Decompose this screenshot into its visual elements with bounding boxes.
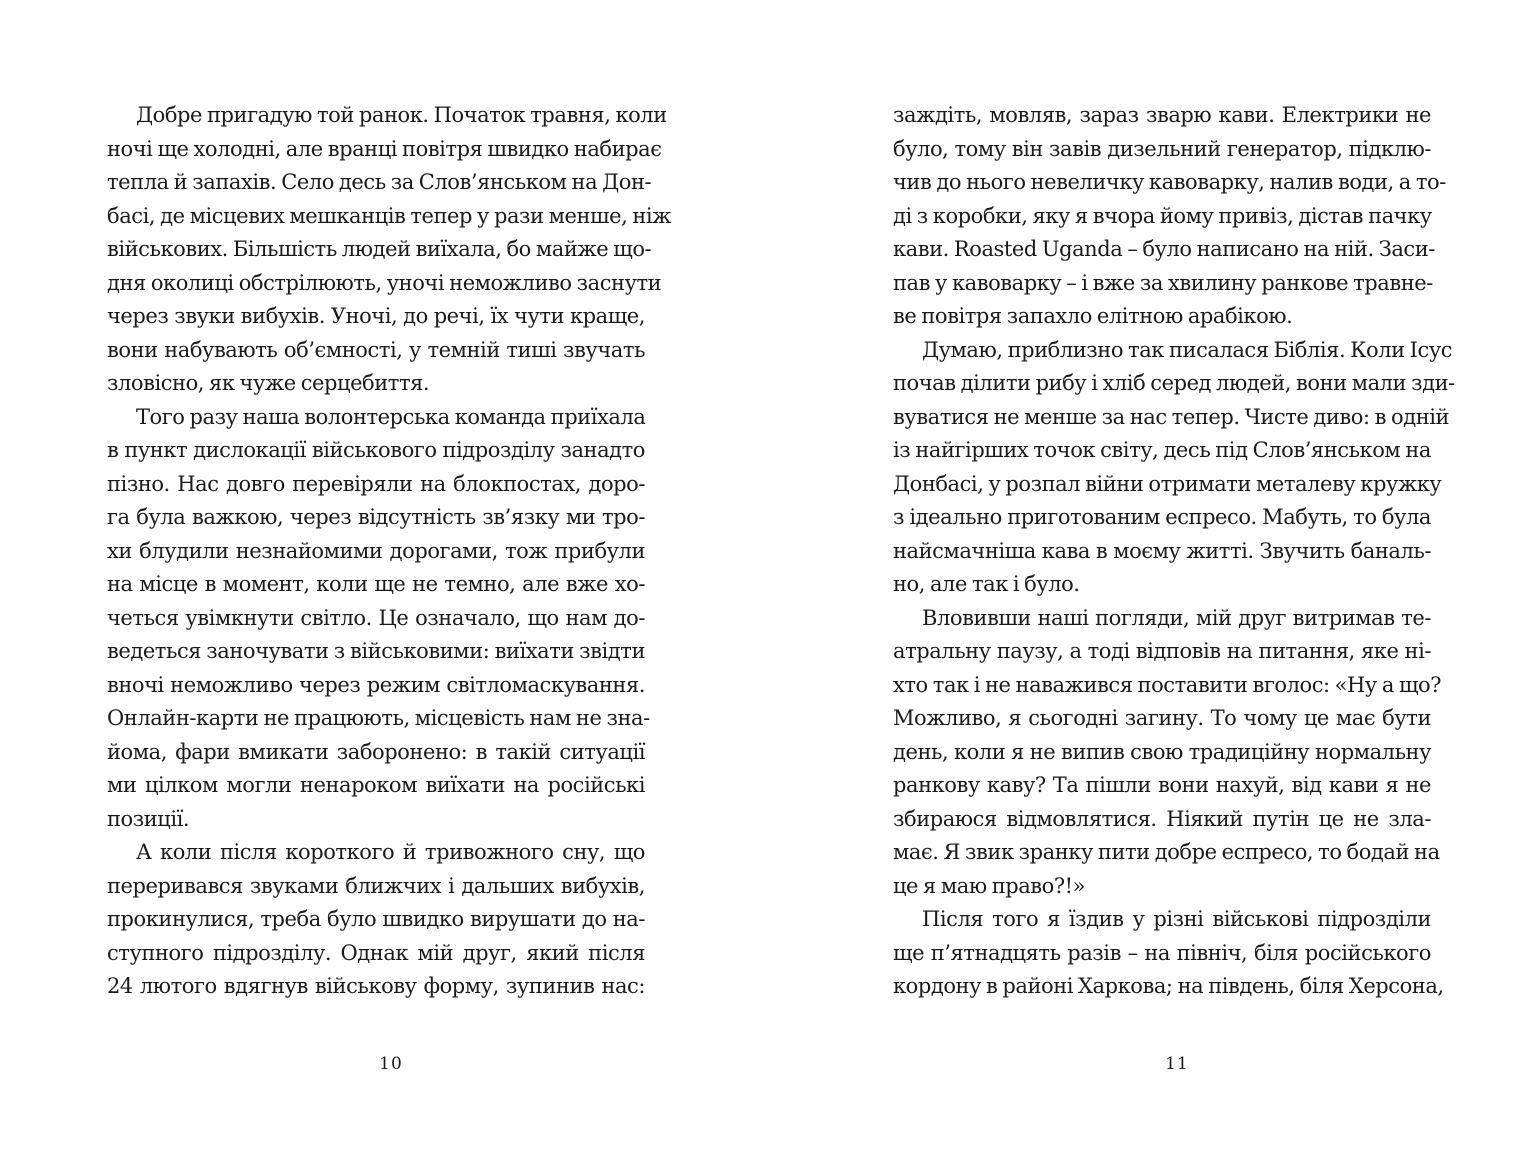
text-line: А коли після короткого й тривожного сну, що	[136, 840, 645, 864]
text-line: позиції.	[107, 806, 190, 831]
text-line: ступного підрозділу. Однак мій друг, який після	[107, 940, 645, 965]
text-line: вуватися не менше за нас тепер. Чисте диво: в одній	[893, 404, 1450, 429]
text-line: переривався звуками ближчих і дальших вибухів,	[107, 873, 645, 898]
text-line: заждіть, мовляв, зараз зварю кави. Електрики не	[893, 103, 1431, 127]
text-line: Донбасі, у розпал війни отримати металеву кружку	[893, 471, 1442, 496]
text-line: га була важкою, через відсутність зв’язку ми тро-	[107, 505, 645, 529]
text-line: хто так і не наважився поставити вголос: «Ну а що?	[893, 672, 1442, 697]
text-line: ді з коробки, яку я вчора йому привіз, дістав пачку	[893, 203, 1432, 228]
text-line: почав ділити рибу і хліб серед людей, вони мали зди-	[893, 371, 1455, 395]
text-line: хи блудили незнайомими дорогами, тож прибули	[107, 538, 645, 563]
text-line: Думаю, приблизно так писалася Біблія. Коли Ісус	[922, 337, 1453, 362]
text-line: найсмачніша кава в моєму житті. Звучить баналь-	[893, 538, 1431, 563]
text-line: кави. Roasted Uganda – було написано на ній. Заси-	[893, 237, 1435, 261]
text-line: через звуки вибухів. Уночі, до речі, їх чути краще,	[107, 304, 645, 328]
text-line: ночі ще холодні, але вранці повітря швидко набирає	[107, 136, 662, 161]
text-line: було, тому він завів дизельний генератор, підклю-	[893, 136, 1431, 161]
text-line: пізно. Нас довго перевіряли на блокпостах, доро-	[107, 471, 645, 496]
text-line: кордону в районі Харкова; на південь, біля Херсона,	[893, 974, 1444, 998]
right-page	[768, 0, 1536, 1152]
text-line: четься увімкнути світло. Це означало, що нам до-	[107, 605, 645, 630]
text-line: із найгірших точок світу, десь під Слов’янськом на	[893, 438, 1431, 462]
text-line: йома, фари вмикати заборонено: в такій ситуації	[107, 739, 645, 764]
text-line: но, але так і було.	[893, 572, 1080, 596]
text-line: пав у кавоварку – і вже за хвилину ранкове травне-	[893, 270, 1433, 295]
right-page-text	[893, 99, 1455, 1004]
text-line: день, коли я не випив свою традиційну нормальну	[893, 739, 1431, 764]
text-line: ще п’ятнадцять разів – на північ, біля російського	[893, 940, 1431, 965]
text-line: ве повітря запахло елітною арабікою.	[893, 304, 1293, 328]
text-line: збираюся відмовлятися. Ніякий путін це не зла-	[893, 806, 1431, 831]
text-line: з ідеально приготованим еспресо. Мабуть, то була	[893, 505, 1431, 529]
text-line: має. Я звик зранку пити добре еспресо, то бодай на	[893, 840, 1440, 864]
text-line: військових. Більшість людей виїхала, бо майже що-	[107, 237, 652, 261]
text-line: Того разу наша волонтерська команда приїхала	[136, 404, 646, 429]
text-line: в пункт дислокації військового підрозділу занадто	[107, 438, 645, 462]
text-line: на місце в момент, коли ще не темно, але вже хо-	[107, 572, 645, 596]
text-line: ранкову каву? Та пішли вони нахуй, від кави я не	[893, 773, 1431, 797]
text-line: ведеться заночувати з військовими: виїхати звідти	[107, 639, 645, 663]
text-line: Вловивши наші погляди, мій друг витримав те-	[922, 605, 1431, 630]
text-line: вони набувають об’ємності, у темній тиші звучать	[107, 337, 645, 362]
text-line: вночі неможливо через режим світломаскування.	[107, 672, 645, 697]
text-line: чив до нього невеличку кавоварку, налив води, а то-	[893, 170, 1446, 194]
text-line: зловісно, як чуже серцебиття.	[107, 371, 430, 395]
text-line: басі, де місцевих мешканців тепер у рази менше, ніж	[107, 203, 672, 228]
left-page-text	[107, 99, 672, 1004]
text-line: Онлайн-карти не працюють, місцевість нам не зна-	[107, 706, 650, 730]
text-line: Можливо, я сьогодні загину. То чому це має бути	[893, 706, 1431, 730]
text-line: атральну паузу, а тоді відповів на питання, яке ні-	[893, 639, 1431, 663]
page-number: 11	[1165, 1054, 1189, 1074]
text-line: Добре пригадую той ранок. Початок травня, коли	[136, 103, 667, 127]
text-line: дня околиці обстрілюють, уночі неможливо заснути	[107, 270, 662, 295]
text-line: це я маю право?!»	[893, 873, 1086, 898]
text-line: Після того я їздив у різні військові підрозділи	[922, 907, 1431, 931]
text-line: ми цілком могли ненароком виїхати на російські	[107, 773, 645, 797]
page-number: 10	[379, 1054, 403, 1074]
text-line: тепла й запахів. Село десь за Слов’янськом на Дон-	[107, 170, 652, 194]
text-line: 24 лютого вдягнув військову форму, зупинив нас:	[107, 974, 645, 998]
text-line: прокинулися, треба було швидко вирушати до на-	[107, 907, 645, 931]
